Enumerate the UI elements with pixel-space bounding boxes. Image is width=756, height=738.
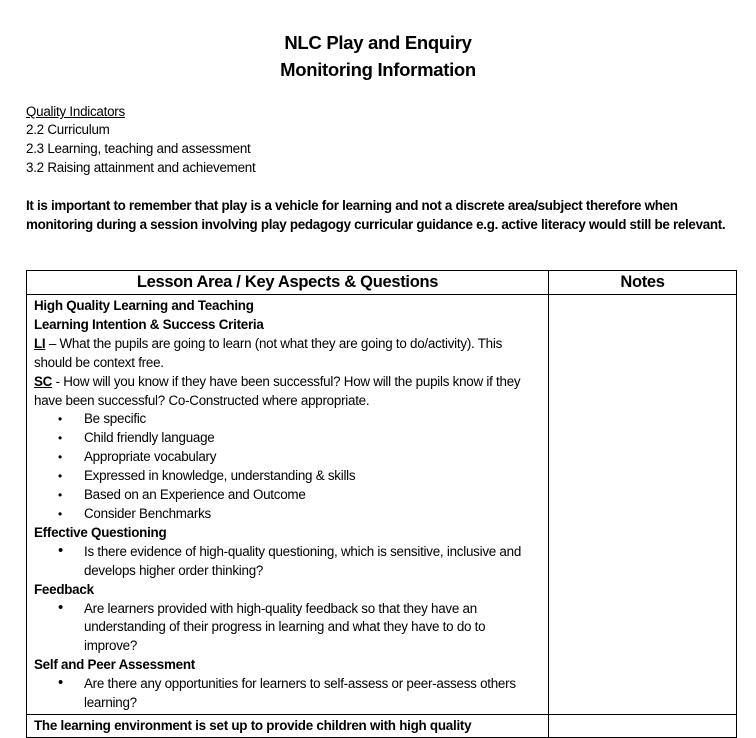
bullet-icon: • [58,450,62,465]
eq-bullet-list [34,543,541,581]
effective-questioning-heading: Effective Questioning [34,524,167,540]
sc-text: - How will you know if they have been successful? How will the pupils know if they have been successful? Co-Constructed where appropriate. [34,373,521,408]
quality-indicator-item: 2.3 Learning, teaching and assessment [26,141,251,156]
bullet-icon: • [58,469,62,484]
bullet-icon: • [58,431,62,446]
bullet-icon: • [58,506,62,521]
sc-bullet-list [34,410,541,523]
list-item: • Are learners provided with high-quality feedback so that they have an understanding of their progress in learning and what they have to do to improve? [58,598,486,654]
notes-cell[interactable] [549,714,737,737]
li-label: LI [34,335,46,351]
list-item: • Consider Benchmarks [34,505,541,524]
fb-bullet-list [34,600,541,657]
quality-indicator-item: 3.2 Raising attainment and achievement [26,160,256,175]
document-title-line-1: NLC Play and Enquiry [284,32,472,53]
self-peer-assessment-heading: Self and Peer Assessment [34,657,195,673]
table-header-row [27,271,737,295]
section-heading: High Quality Learning and Teaching [34,298,254,313]
bullet-icon: • [58,488,62,503]
sc-paragraph [34,373,541,411]
list-item: • Based on an Experience and Outcome [34,486,541,505]
quality-indicator-item: 2.2 Curriculum [26,122,110,137]
li-text: – What the pupils are going to learn (not what they are going to do/activity). This should be context free. [34,335,503,370]
list-item: • Appropriate vocabulary [34,448,541,467]
li-paragraph [34,335,541,373]
spa-bullet-list [34,675,541,713]
header-notes: Notes [549,271,737,295]
quality-indicators-heading: Quality Indicators [26,104,125,119]
sc-label: SC [34,373,53,389]
document-title-line-2: Monitoring Information [280,59,476,80]
list-item: • Is there evidence of high-quality questioning, which is sensitive, inclusive and develops higher order thinking? [58,541,522,578]
notes-cell[interactable] [549,295,737,715]
lesson-area-cell [27,295,549,715]
table-row [27,295,737,715]
feedback-heading: Feedback [34,581,94,597]
bullet-icon: • [58,412,62,427]
section-subheading: Learning Intention & Success Criteria [34,316,264,332]
monitoring-table [26,270,737,738]
intro-paragraph: It is important to remember that play is a vehicle for learning and not a discrete area/subject therefore when monitoring during a session involving play pedagogy curricular guidance e.g. active literacy would still be relevant. [26,198,726,232]
list-item: • Child friendly language [34,429,541,448]
section-heading: The learning environment is set up to provide children with high quality [34,717,472,733]
list-item: • Are there any opportunities for learners to self-assess or peer-assess others learning? [58,674,516,711]
table-row [27,714,737,737]
bullet-icon: • [58,598,64,616]
list-item: • Be specific [34,410,541,429]
bullet-icon: • [58,674,64,692]
list-item: • Expressed in knowledge, understanding & skills [34,467,541,486]
lesson-area-cell [27,714,549,737]
bullet-icon: • [58,541,64,559]
header-lesson-area: Lesson Area / Key Aspects & Questions [27,271,549,295]
